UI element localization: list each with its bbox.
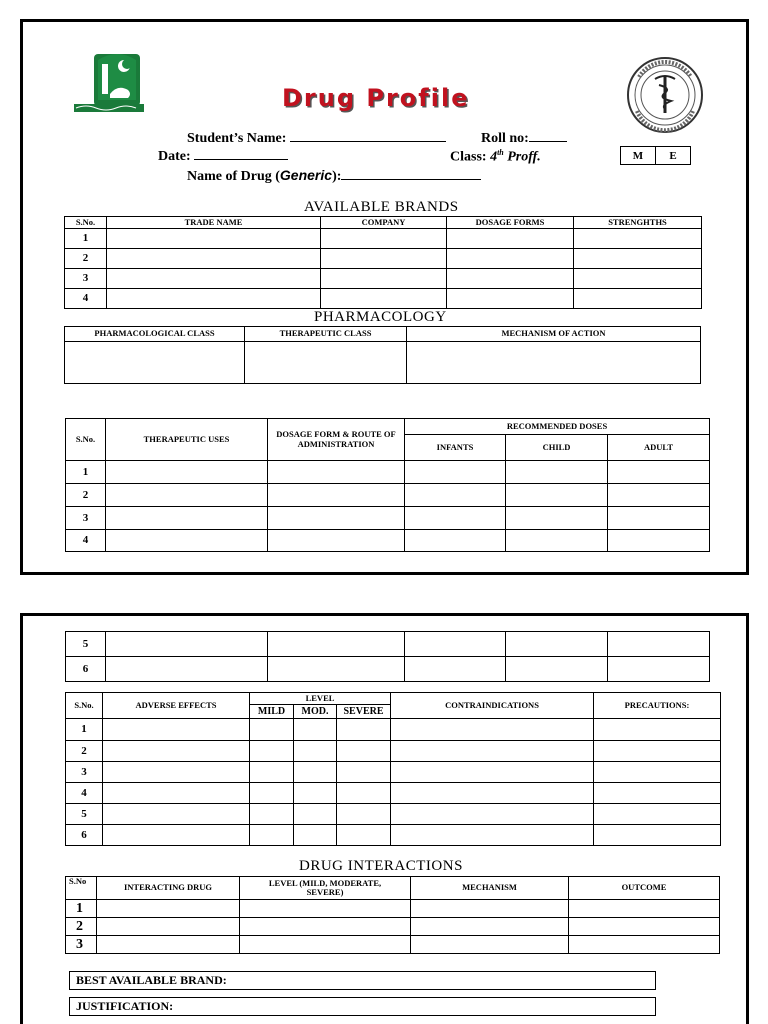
col-mild: MILD xyxy=(250,705,294,719)
drug-interactions-table xyxy=(65,876,720,954)
table-row: 3 xyxy=(66,936,720,954)
col-level: LEVEL (MILD, MODERATE, SEVERE) xyxy=(240,877,411,900)
col-trade-name: TRADE NAME xyxy=(107,217,321,229)
class-field: Class: 4th Proff. xyxy=(450,148,541,165)
table-row: 1 xyxy=(66,461,710,484)
col-dosage-route: DOSAGE FORM & ROUTE OF ADMINISTRATION xyxy=(268,419,405,461)
col-company: COMPANY xyxy=(321,217,447,229)
col-interacting-drug: INTERACTING DRUG xyxy=(97,877,240,900)
justification-label: JUSTIFICATION: xyxy=(76,999,174,1013)
col-child: CHILD xyxy=(506,435,608,461)
table-row: 3 xyxy=(66,507,710,530)
date-field[interactable]: Date: xyxy=(158,148,288,165)
col-adult: ADULT xyxy=(608,435,710,461)
col-severe: SEVERE xyxy=(337,705,391,719)
col-precautions: PRECAUTIONS: xyxy=(594,693,721,719)
col-strengths: STRENGHTHS xyxy=(574,217,702,229)
table-row: 1 xyxy=(65,229,702,249)
therapeutic-uses-continued-table xyxy=(65,631,710,682)
col-outcome: OUTCOME xyxy=(569,877,720,900)
col-sno: S.No. xyxy=(66,419,106,461)
table-row: 4 xyxy=(66,530,710,552)
col-sno: S.No xyxy=(66,877,97,900)
col-contraindications: CONTRAINDICATIONS xyxy=(391,693,594,719)
table-row: 4 xyxy=(66,783,721,804)
student-name-field[interactable]: Student’s Name: xyxy=(187,130,446,147)
pharmacology-table xyxy=(64,326,701,384)
col-dosage-forms: DOSAGE FORMS xyxy=(447,217,574,229)
available-brands-title: AVAILABLE BRANDS xyxy=(304,199,459,215)
col-sno: S.No. xyxy=(65,217,107,229)
adverse-effects-table xyxy=(65,692,721,846)
table-row: 3 xyxy=(65,269,702,289)
brands-table xyxy=(64,216,702,309)
university-crest-icon xyxy=(72,50,146,114)
table-row: 2 xyxy=(66,484,710,507)
table-row: 1 xyxy=(66,719,721,741)
table-row: 2 xyxy=(65,249,702,269)
me-m: M xyxy=(621,147,656,164)
table-row xyxy=(65,342,701,384)
table-row: 1 xyxy=(66,900,720,918)
col-level: LEVEL xyxy=(250,693,391,705)
table-row: 2 xyxy=(66,741,721,762)
col-mod: MOD. xyxy=(294,705,337,719)
me-box xyxy=(620,146,691,165)
table-row: 2 xyxy=(66,918,720,936)
col-pharmacological-class: PHARMACOLOGICAL CLASS xyxy=(65,327,245,342)
col-therapeutic-uses: THERAPEUTIC USES xyxy=(106,419,268,461)
col-mechanism: MECHANISM OF ACTION xyxy=(407,327,701,342)
table-row: 4 xyxy=(65,289,702,309)
table-row: 3 xyxy=(66,762,721,783)
pharmacology-title: PHARMACOLOGY xyxy=(314,309,447,325)
pharmacy-seal-icon xyxy=(625,55,705,135)
table-row: 5 xyxy=(66,804,721,825)
col-mechanism: MECHANISM xyxy=(411,877,569,900)
col-infants: INFANTS xyxy=(405,435,506,461)
me-e: E xyxy=(669,149,677,162)
page-title: Drug Profile xyxy=(282,84,470,112)
col-sno: S.No. xyxy=(66,693,103,719)
justification-field[interactable] xyxy=(69,997,656,1016)
generic-name-field[interactable]: Name of Drug (Generic): xyxy=(187,167,481,185)
col-recommended-doses: RECOMMENDED DOSES xyxy=(405,419,710,435)
best-brand-label: BEST AVAILABLE BRAND: xyxy=(76,973,227,987)
col-therapeutic-class: THERAPEUTIC CLASS xyxy=(245,327,407,342)
col-adverse-effects: ADVERSE EFFECTS xyxy=(103,693,250,719)
table-row: 6 xyxy=(66,825,721,846)
table-row: 5 xyxy=(66,632,710,657)
table-row: 6 xyxy=(66,657,710,682)
therapeutic-uses-table xyxy=(65,418,710,552)
roll-no-field[interactable]: Roll no: xyxy=(481,130,567,147)
best-brand-field[interactable] xyxy=(69,971,656,990)
drug-interactions-title: DRUG INTERACTIONS xyxy=(299,858,463,874)
